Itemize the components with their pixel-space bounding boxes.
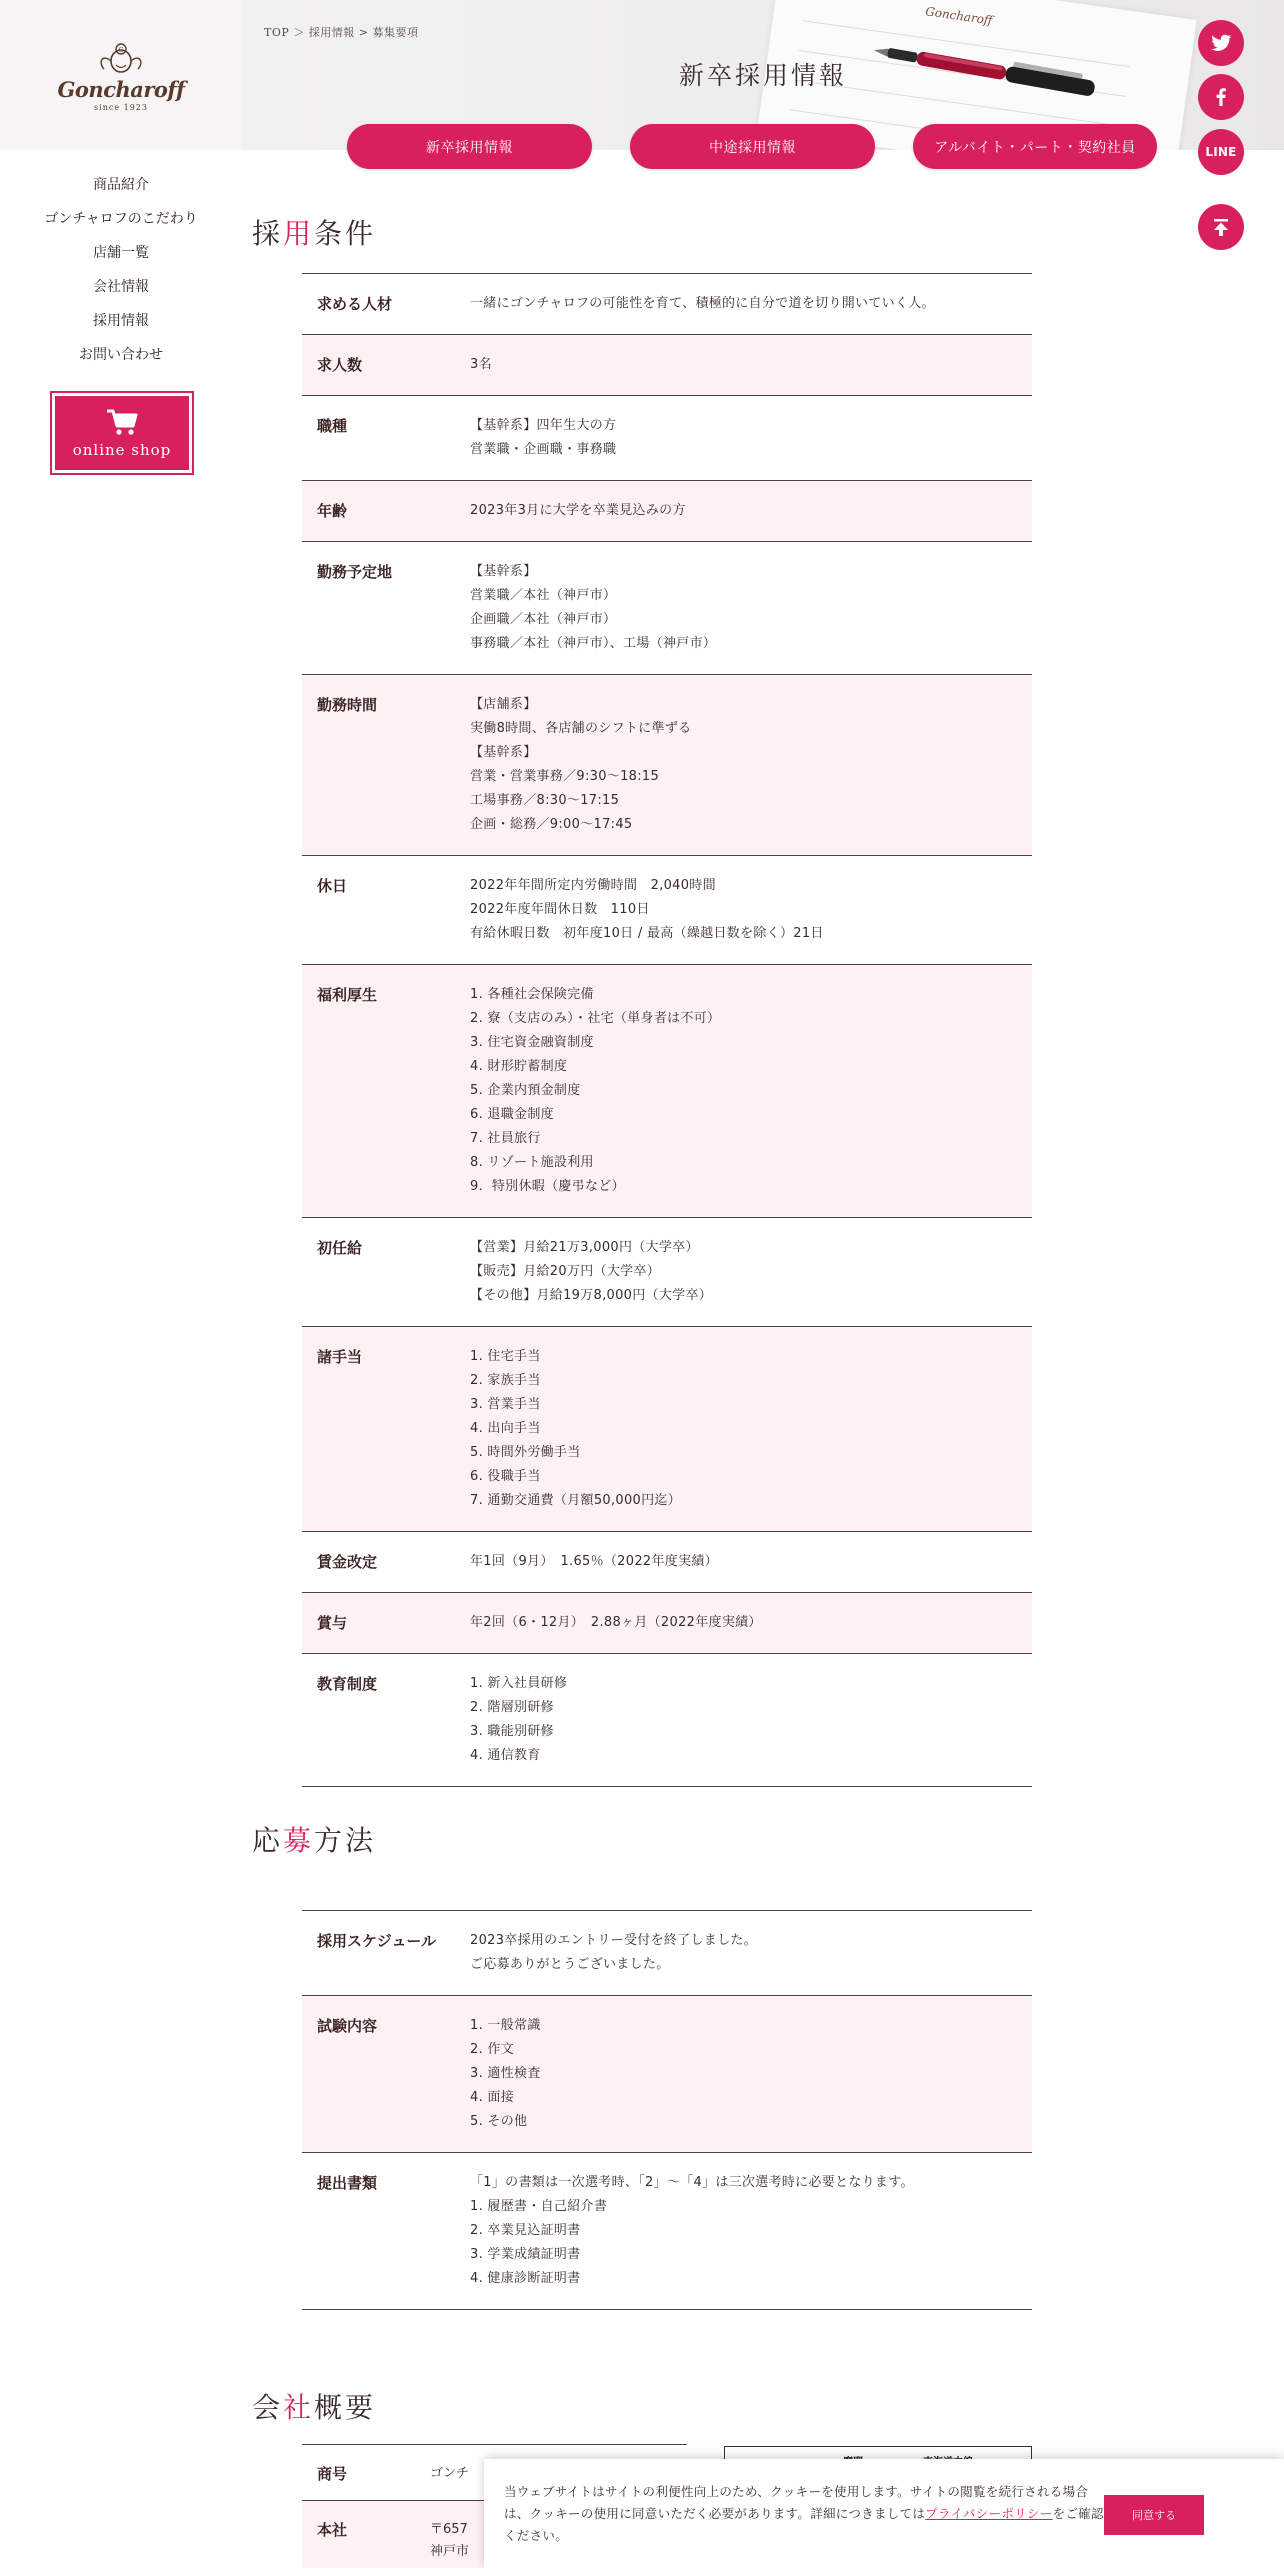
row-value-line: 2. 寮（支店のみ）・社宅（単身者は不可） — [470, 1011, 721, 1026]
row-label: 採用スケジュール — [317, 1932, 437, 1950]
row-label: 職種 — [317, 417, 348, 435]
breadcrumb[interactable]: TOP ＞ 採用情報 > 募集要項 — [264, 26, 419, 39]
row-value — [470, 965, 1032, 1217]
twitter-icon — [1209, 31, 1233, 55]
table-row — [302, 1327, 1032, 1532]
row-value — [470, 2153, 1032, 2309]
nav-item-products[interactable]: 商品紹介 — [93, 177, 149, 193]
row-value-line: 2. 階層別研修 — [470, 1700, 554, 1715]
row-value-line: 3. 営業手当 — [470, 1397, 541, 1412]
row-value-line: 4. 出向手当 — [470, 1421, 541, 1436]
row-value — [470, 1327, 1032, 1531]
table-row — [302, 1593, 1032, 1654]
row-label: 試験内容 — [317, 2017, 378, 2035]
row-value-line: 2022年年間所定内労働時間 2,040時間 — [470, 878, 716, 893]
row-value-line: 3名 — [470, 357, 492, 372]
row-value-line: 企画職／本社（神戸市） — [470, 612, 617, 627]
row-value-line: 【基幹系】四年生大の方 — [470, 418, 617, 433]
line-button[interactable] — [1198, 129, 1244, 175]
row-value — [470, 1218, 1032, 1326]
row-value-line: 営業職／本社（神戸市） — [470, 588, 617, 603]
row-label: 商号 — [317, 2465, 348, 2483]
cart-icon — [105, 407, 139, 437]
brand-logo[interactable] — [0, 0, 242, 150]
table-row — [302, 1996, 1032, 2153]
cookie-banner — [484, 2459, 1284, 2568]
row-label: 福利厚生 — [317, 986, 378, 1004]
nav-item-company[interactable]: 会社情報 — [93, 279, 149, 295]
row-value-line: 年1回（9月） 1.65％（2022年度実績） — [470, 1554, 718, 1569]
sidebar — [0, 0, 242, 2568]
table-row — [302, 1654, 1032, 1787]
main-nav — [0, 168, 242, 372]
row-value-line: 2022年度年間休日数 110日 — [470, 902, 650, 917]
cookie-message: 当ウェブサイトはサイトの利便性向上のため、クッキーを使用します。サイトの閲覧を続行される場合は、クッキーの使用に同意いただく必要があります。詳細につきましてはプライバシーポリシーをご確認ください。 — [504, 2484, 1104, 2543]
row-value-line: 事務職／本社（神戸市）、工場（神戸市） — [470, 636, 717, 651]
table-row — [302, 965, 1032, 1218]
row-value-line: 【店舗系】 — [470, 697, 537, 712]
row-value — [470, 1911, 1032, 1995]
row-value-line: 1. 一般常識 — [470, 2018, 541, 2033]
row-label: 賞与 — [317, 1614, 348, 1632]
tab-mid-career[interactable]: 中途採用情報 — [630, 124, 875, 169]
row-value-line: 4. 健康診断証明書 — [470, 2271, 581, 2286]
row-value — [470, 274, 1032, 334]
row-value: ゴンチ — [430, 2466, 470, 2481]
crest-icon — [94, 39, 148, 79]
table-row — [302, 542, 1032, 675]
row-label: 初任給 — [317, 1239, 363, 1257]
line-label: LINE — [1205, 145, 1237, 159]
row-value — [470, 481, 1032, 541]
row-label: 教育制度 — [317, 1675, 378, 1693]
row-value-line: 6. 退職金制度 — [470, 1107, 554, 1122]
conditions-table — [302, 273, 1032, 1787]
row-label: 提出書類 — [317, 2174, 378, 2192]
row-value-line: 5. 時間外労働手当 — [470, 1445, 581, 1460]
row-value-line: 2. 家族手当 — [470, 1373, 541, 1388]
row-value-line: 4. 面接 — [470, 2090, 515, 2105]
row-value-line: 5. 企業内預金制度 — [470, 1083, 581, 1098]
row-value-line: 7. 通勤交通費（月額50,000円迄） — [470, 1493, 682, 1508]
row-value-line: 【基幹系】 — [470, 745, 537, 760]
row-value — [470, 335, 1032, 395]
application-table — [302, 1910, 1032, 2310]
row-value-line: 3. 住宅資金融資制度 — [470, 1035, 594, 1050]
row-value-line: 実働8時間、各店舗のシフトに準ずる — [470, 721, 692, 736]
row-value-line: 1. 新入社員研修 — [470, 1676, 568, 1691]
row-value — [470, 1996, 1032, 2152]
row-value-line: 2. 作文 — [470, 2042, 515, 2057]
row-value — [470, 1654, 1032, 1786]
online-shop-button[interactable] — [52, 393, 192, 473]
row-label: 諸手当 — [317, 1348, 363, 1366]
twitter-button[interactable] — [1198, 20, 1244, 66]
tab-new-graduate[interactable]: 新卒採用情報 — [347, 124, 592, 169]
row-value-line: 年2回（6・12月） 2.88ヶ月（2022年度実績） — [470, 1615, 762, 1630]
row-value-line: 有給休暇日数 初年度10日 / 最高（繰越日数を除く）21日 — [470, 926, 824, 941]
row-value-line: 4. 財形貯蓄制度 — [470, 1059, 568, 1074]
row-value — [470, 675, 1032, 855]
row-value-line: 4. 通信教育 — [470, 1748, 541, 1763]
table-row — [302, 2153, 1032, 2310]
row-value-line: 9．特別休暇（慶弔など） — [470, 1179, 625, 1194]
row-value-line: 営業職・企画職・事務職 — [470, 442, 617, 457]
row-value-line: 1. 履歴書・自己紹介書 — [470, 2199, 608, 2214]
table-row — [302, 396, 1032, 481]
table-row — [302, 1911, 1032, 1996]
nav-item-stores[interactable]: 店舗一覧 — [93, 245, 149, 261]
section-title-conditions: 採用条件 — [252, 217, 377, 250]
svg-text:G: G — [118, 46, 124, 54]
facebook-button[interactable] — [1198, 74, 1244, 120]
row-value-line: 【その他】月給19万8,000円（大学卒） — [470, 1288, 713, 1303]
row-label: 勤務時間 — [317, 696, 378, 714]
row-value-line: 営業・営業事務／9:30～18:15 — [470, 769, 660, 784]
brand-since: since 1923 — [94, 102, 148, 112]
row-value — [470, 542, 1032, 674]
tab-part-time[interactable]: アルバイト・パート・契約社員 — [913, 124, 1157, 169]
row-label: 本社 — [317, 2521, 348, 2539]
row-value-line: 2023年3月に大学を卒業見込みの方 — [470, 503, 686, 518]
row-value-line: 2. 卒業見込証明書 — [470, 2223, 581, 2238]
facebook-icon — [1209, 85, 1233, 109]
row-value — [470, 1593, 1032, 1653]
row-value-line: 【販売】月給20万円（大学卒） — [470, 1264, 661, 1279]
row-value-line: 3. 職能別研修 — [470, 1724, 554, 1739]
row-value-line: 「1」の書類は一次選考時、「2」～「4」は三次選考時に必要となります。 — [470, 2175, 914, 2190]
arrow-up-icon — [1209, 215, 1233, 239]
row-value-line: 一緒にゴンチャロフの可能性を育て、積極的に自分で道を切り開いていく人。 — [470, 296, 935, 311]
table-row — [302, 1218, 1032, 1327]
row-value: 〒657 神戸市 — [430, 2522, 470, 2559]
row-label: 求人数 — [317, 356, 363, 374]
row-value-line: 【基幹系】 — [470, 564, 537, 579]
row-value — [470, 396, 1032, 480]
row-label: 求める人材 — [317, 295, 393, 313]
row-value — [470, 856, 1032, 964]
table-row — [302, 675, 1032, 856]
row-value-line: 6. 役職手当 — [470, 1469, 541, 1484]
nav-item-recruit[interactable]: 採用情報 — [93, 313, 149, 329]
row-value-line: 7. 社員旅行 — [470, 1131, 541, 1146]
row-value-line: 3. 適性検査 — [470, 2066, 541, 2081]
row-label: 勤務予定地 — [317, 563, 393, 581]
row-value-line: 工場事務／8:30～17:15 — [470, 793, 620, 808]
table-row — [302, 481, 1032, 542]
table-row — [302, 335, 1032, 396]
row-value-line: 8. リゾート施設利用 — [470, 1155, 594, 1170]
row-label: 賃金改定 — [317, 1553, 378, 1571]
row-label: 休日 — [317, 877, 348, 895]
back-to-top-button[interactable] — [1198, 204, 1244, 250]
row-value-line: 5. その他 — [470, 2114, 528, 2129]
nav-item-contact[interactable]: お問い合わせ — [79, 347, 163, 363]
hero-paper-brand: Goncharoff — [924, 4, 994, 28]
brand-name: Goncharoff — [57, 76, 185, 102]
section-title-application: 応募方法 — [252, 1824, 377, 1857]
row-label: 年齢 — [317, 502, 348, 520]
row-value-line: 企画・総務／9:00～17:45 — [470, 817, 633, 832]
cookie-agree-button[interactable]: 同意する — [1104, 2495, 1204, 2535]
row-value-line: 1. 住宅手当 — [470, 1349, 541, 1364]
row-value-line: 1. 各種社会保険完備 — [470, 987, 594, 1002]
row-value-line: 【営業】月給21万3,000円（大学卒） — [470, 1240, 699, 1255]
row-value-line: 2023卒採用のエントリー受付を終了しました。 — [470, 1933, 757, 1948]
nav-item-commitment[interactable]: ゴンチャロフのこだわり — [44, 211, 198, 227]
table-row — [302, 856, 1032, 965]
table-row — [302, 1532, 1032, 1593]
row-value — [470, 1532, 1032, 1592]
page-title: 新卒採用情報 — [678, 61, 847, 90]
row-value-line: ご応募ありがとうございました。 — [470, 1957, 670, 1972]
row-value-line: 3. 学業成績証明書 — [470, 2247, 581, 2262]
online-shop-label: online shop — [72, 441, 172, 459]
table-row — [302, 274, 1032, 335]
privacy-policy-link[interactable]: プライバシーポリシー — [925, 2506, 1053, 2521]
section-title-company: 会社概要 — [252, 2391, 377, 2424]
